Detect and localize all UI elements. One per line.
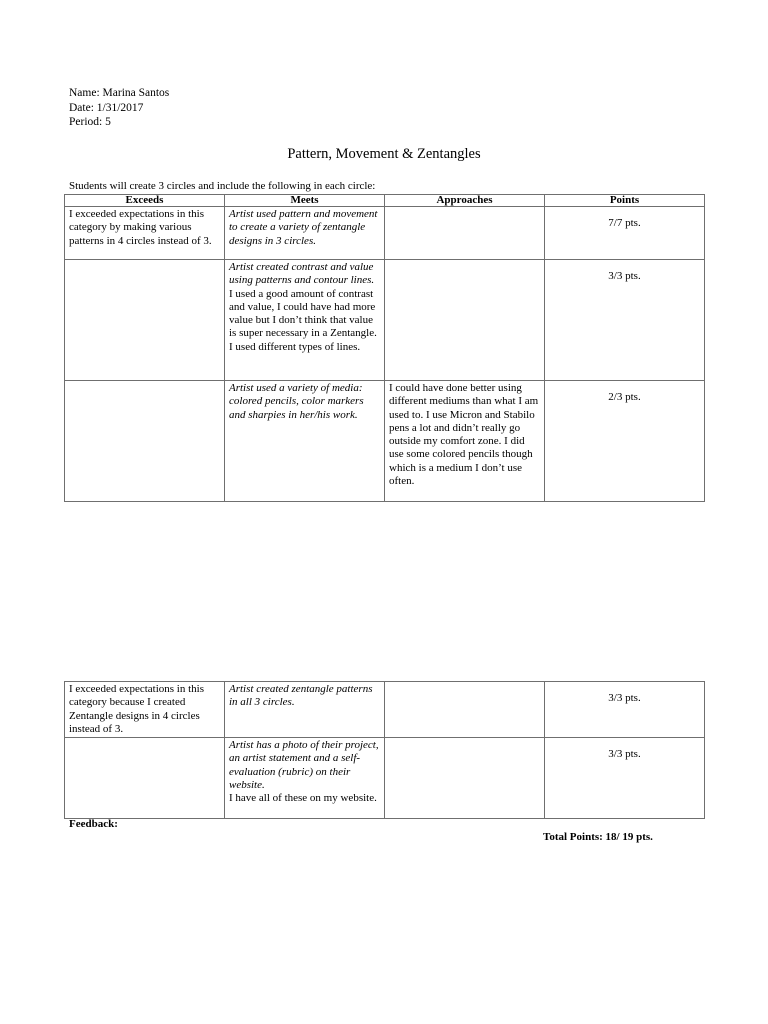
column-header-exceeds: Exceeds xyxy=(65,195,225,207)
meets-criteria: Artist used pattern and movement to create a variety of zentangle designs in 3 circles. xyxy=(229,208,378,247)
meets-cell xyxy=(225,682,385,738)
points-cell: 3/3 pts. xyxy=(545,738,705,819)
class-period: Period: 5 xyxy=(69,116,111,128)
meets-criteria: Artist has a photo of their project, an artist statement and a self-evaluation (rubric) on their website. xyxy=(229,739,379,792)
exceeds-cell: I exceeded expectations in this category by making various patterns in 4 circles instead of 3. xyxy=(65,207,225,260)
approaches-cell xyxy=(385,738,545,819)
meets-criteria: Artist created zentangle patterns in all 3 circles. xyxy=(229,683,373,709)
meets-cell xyxy=(225,381,385,502)
points-cell: 2/3 pts. xyxy=(545,381,705,502)
exceeds-cell xyxy=(65,738,225,819)
table-row xyxy=(65,260,705,381)
points-cell: 3/3 pts. xyxy=(545,260,705,381)
table-row xyxy=(65,682,705,738)
approaches-cell xyxy=(385,682,545,738)
points-cell: 3/3 pts. xyxy=(545,682,705,738)
table-row xyxy=(65,381,705,502)
meets-comment: I used a good amount of contrast and value, I could have had more value but I don’t think that value is super necessary in a Zentangle. I used different types of lines. xyxy=(229,287,377,353)
exceeds-cell: I exceeded expectations in this category because I created Zentangle designs in 4 circles instead of 3. xyxy=(65,682,225,738)
approaches-cell: I could have done better using different mediums than what I am used to. I use Micron and Stabilo pens a lot and didn’t really go outside my comfort zone. I did use some colored pencils though which is a medium I don’t use often. xyxy=(385,381,545,502)
exceeds-cell xyxy=(65,381,225,502)
exceeds-cell xyxy=(65,260,225,381)
column-header-approaches: Approaches xyxy=(385,195,545,207)
table-header-row xyxy=(65,195,705,207)
meets-cell xyxy=(225,207,385,260)
approaches-cell xyxy=(385,207,545,260)
meets-comment: I have all of these on my website. xyxy=(229,792,377,805)
points-cell: 7/7 pts. xyxy=(545,207,705,260)
meets-criteria: Artist created contrast and value using patterns and contour lines. xyxy=(229,261,375,287)
meets-cell xyxy=(225,260,385,381)
approaches-cell xyxy=(385,260,545,381)
instructions: Students will create 3 circles and include the following in each circle: xyxy=(69,180,376,192)
total-points: Total Points: 18/ 19 pts. xyxy=(543,831,653,843)
submission-date: Date: 1/31/2017 xyxy=(69,101,144,114)
table-row xyxy=(65,207,705,260)
student-name: Name: Marina Santos xyxy=(69,87,170,99)
feedback-label: Feedback: xyxy=(69,818,118,830)
rubric-table-1 xyxy=(64,194,705,502)
rubric-table-2 xyxy=(64,681,705,819)
page-title: Pattern, Movement & Zentangles xyxy=(287,146,481,162)
column-header-meets: Meets xyxy=(225,195,385,207)
table-row xyxy=(65,738,705,819)
meets-cell xyxy=(225,738,385,819)
meets-criteria: Artist used a variety of media: colored pencils, color markers and sharpies in her/his work. xyxy=(229,382,364,421)
column-header-points: Points xyxy=(545,195,705,207)
student-info xyxy=(69,86,169,130)
